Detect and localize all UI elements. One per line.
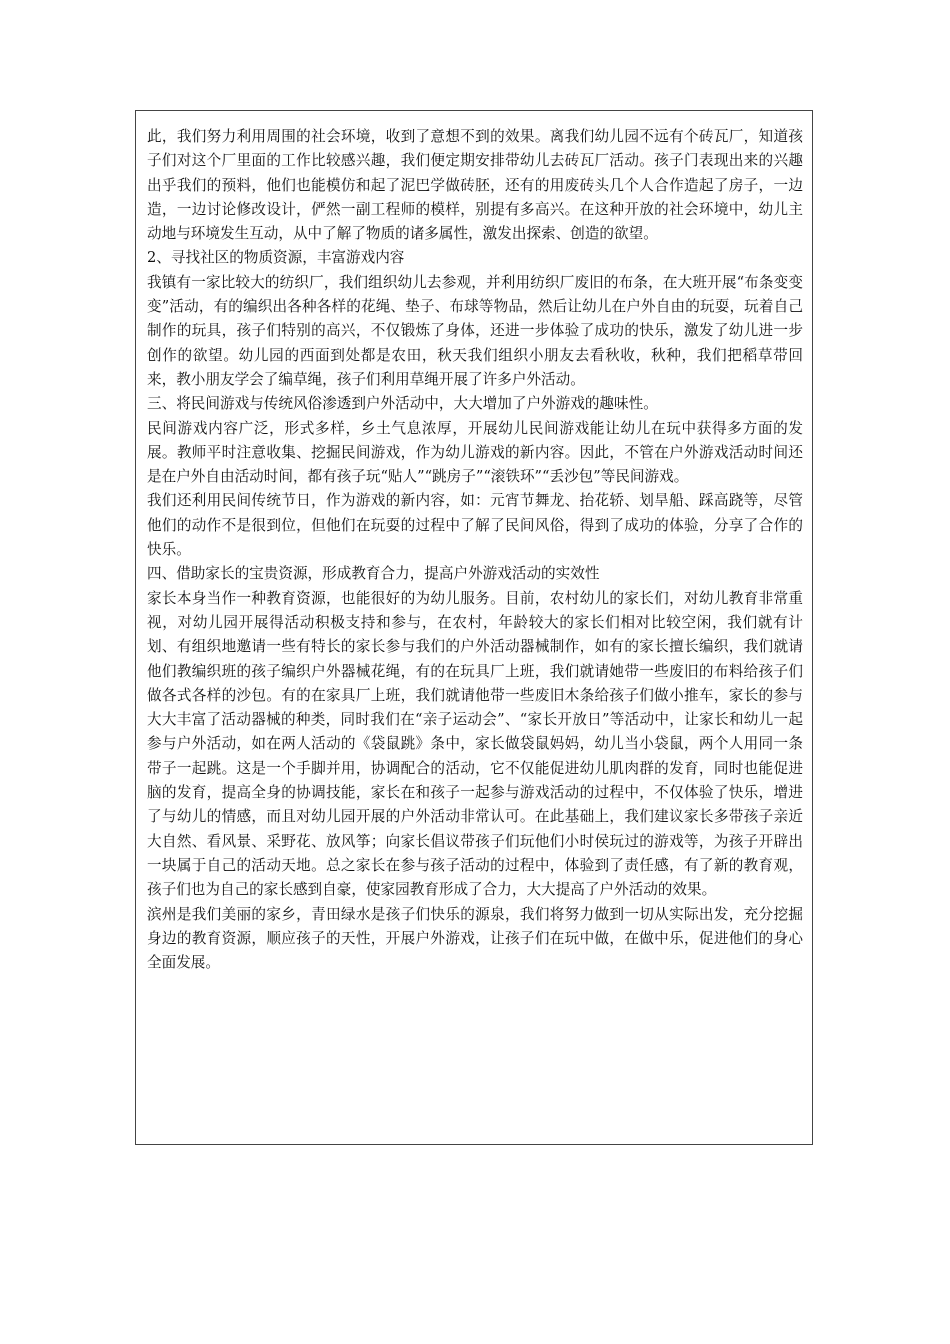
document-frame: [135, 110, 813, 1145]
heading-folk-games: 三、将民间游戏与传统风俗渗透到户外活动中，大大增加了户外游戏的趣味性。: [147, 395, 658, 413]
paragraph-textile-factory: 我镇有一家比较大的纺织厂，我们组织幼儿去参观，并利用纺织厂废旧的布条，在大班开展“布条变变变”活动，有的编织出各种各样的花绳、垫子、布球等物品，然后让幼儿在户外自由的玩耍，玩着自己制作的玩具，孩子们特别的高兴，不仅锻炼了身体，还进一步体验了成功的快乐，激发了幼儿进一步创作的欲望。幼儿园的西面到处都是农田，秋天我们组织小朋友去看秋收，秋种，我们把稻草带回来，教小朋友学会了编草绳，孩子们利用草绳开展了许多户外活动。: [147, 273, 803, 388]
heading-parent-resources: 四、借助家长的宝贵资源，形成教育合力，提高户外游戏活动的实效性: [147, 565, 600, 583]
paragraph-folk-games: 民间游戏内容广泛，形式多样，乡土气息浓厚，开展幼儿民间游戏能让幼儿在玩中获得多方面的发展。教师平时注意收集、挖掘民间游戏，作为幼儿游戏的新内容。因此，不管在户外游戏活动时间还是在户外自由活动时间，都有孩子玩“贴人”“跳房子”“滚铁环”“丢沙包”等民间游戏。: [147, 419, 803, 486]
paragraph-conclusion: 滨州是我们美丽的家乡，青田绿水是孩子们快乐的源泉，我们将努力做到一切从实际出发，充分挖掘身边的教育资源，顺应孩子的天性，开展户外游戏，让孩子们在玩中做，在做中乐，促进他们的身心全面发展。: [147, 905, 803, 972]
document-body: [147, 125, 803, 975]
paragraph-festivals: 我们还利用民间传统节日，作为游戏的新内容，如：元宵节舞龙、抬花轿、划旱船、踩高跷等，尽管他们的动作不是很到位，但他们在玩耍的过程中了解了民间风俗，得到了成功的体验，分享了合作的快乐。: [147, 492, 803, 559]
heading-community-resources: 2、寻找社区的物质资源，丰富游戏内容: [147, 249, 405, 267]
paragraph-parent-resources: 家长本身当作一种教育资源，也能很好的为幼儿服务。目前，农村幼儿的家长们，对幼儿教育非常重视，对幼儿园开展得活动积极支持和参与，在农村，年龄较大的家长们相对比较空闲，我们就有计划、有组织地邀请一些有特长的家长参与我们的户外活动器械制作，如有的家长擅长编织，我们就请他们教编织班的孩子编织户外器械花绳，有的在玩具厂上班，我们就请她带一些废旧的布料给孩子们做各式各样的沙包。有的在家具厂上班，我们就请他带一些废旧木条给孩子们做小推车，家长的参与大大丰富了活动器械的种类，同时我们在“亲子运动会”、“家长开放日”等活动中，让家长和幼儿一起参与户外活动，如在两人活动的《袋鼠跳》条中，家长做袋鼠妈妈，幼儿当小袋鼠，两个人用同一条带子一起跳。这是一个手脚并用，协调配合的活动，它不仅能促进幼儿肌肉群的发育，同时也能促进脑的发育，提高全身的协调技能，家长在和孩子一起参与游戏活动的过程中，不仅体验了快乐，增进了与幼儿的情感，而且对幼儿园开展的户外活动非常认可。在此基础上，我们建议家长多带孩子亲近大自然、看风景、采野花、放风筝；向家长倡议带孩子们玩他们小时侯玩过的游戏等，为孩子开辟出一块属于自己的活动天地。总之家长在参与孩子活动的过程中，体验到了责任感，有了新的教育观，孩子们也为自己的家长感到自豪，使家园教育形成了合力，大大提高了户外活动的效果。: [147, 589, 803, 899]
paragraph-intro-continuation: 此，我们努力利用周围的社会环境，收到了意想不到的效果。离我们幼儿园不远有个砖瓦厂，知道孩子们对这个厂里面的工作比较感兴趣，我们便定期安排带幼儿去砖瓦厂活动。孩子门表现出来的兴趣出乎我们的预料，他们也能模仿和起了泥巴学做砖胚，还有的用废砖头几个人合作造起了房子，一边造，一边讨论修改设计，俨然一副工程师的模样，别提有多高兴。在这种开放的社会环境中，幼儿主动地与环境发生互动，从中了解了物质的诸多属性，激发出探索、创造的欲望。: [147, 128, 803, 243]
